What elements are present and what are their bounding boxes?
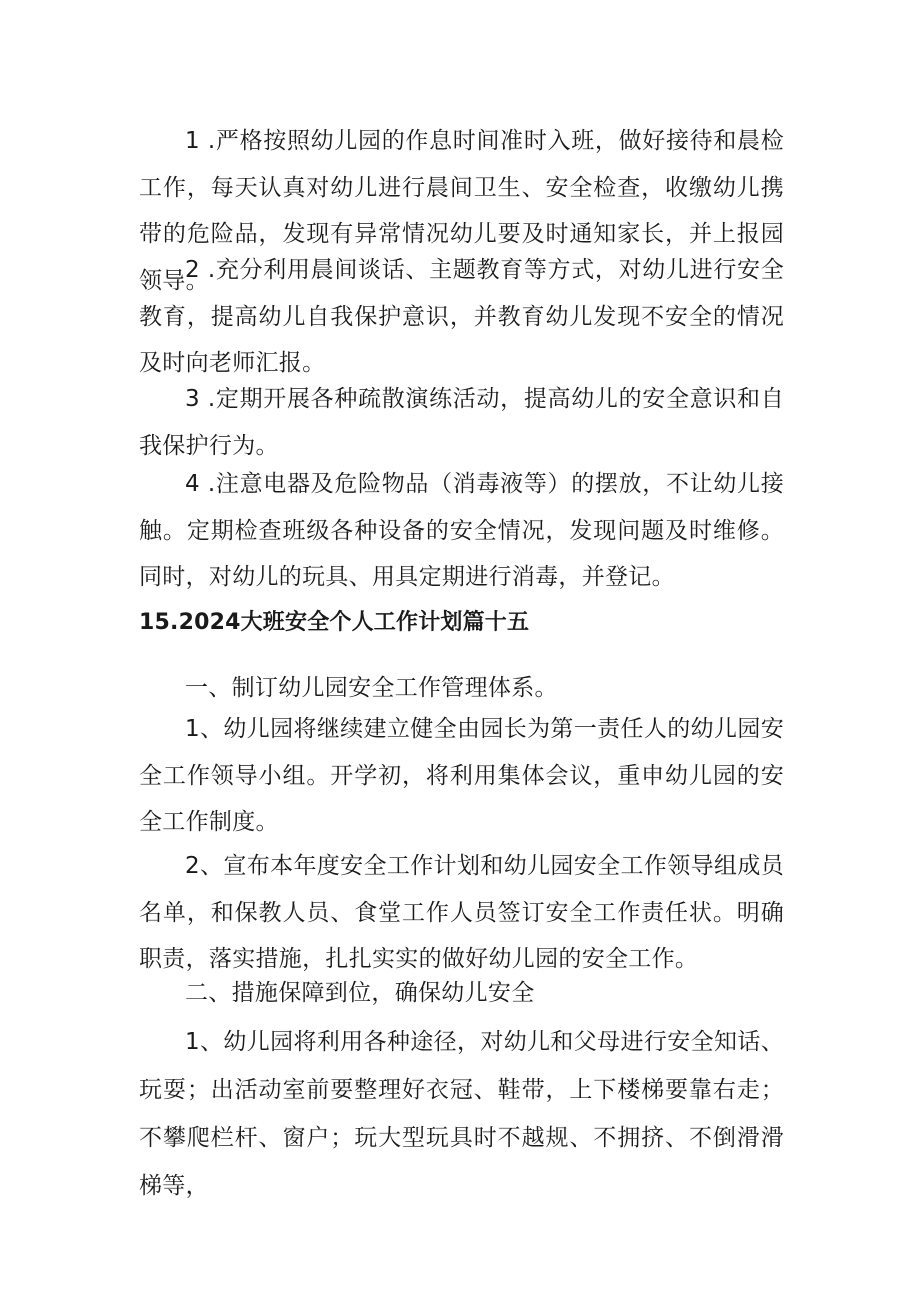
paragraph-safety-education: 2 .充分利用晨间谈话、主题教育等方式，对幼儿进行安全教育，提高幼儿自我保护意识，并教育幼儿发现不安全的情况及时向老师汇报。 — [139, 257, 784, 376]
paragraph-electrical-hazards: 4 .注意电器及危险物品（消毒液等）的摆放，不让幼儿接触。定期检查班级各种设备的安全情况，发现问题及时维修。同时，对幼儿的玩具、用具定期进行消毒，并登记。 — [139, 471, 784, 590]
paragraph-safety-guidance: 1、幼儿园将利用各种途径，对幼儿和父母进行安全知话、玩耍；出活动室前要整理好衣冠、鞋带，上下楼梯要靠右走；不攀爬栏杆、窗户；玩大型玩具时不越规、不拥挤、不倒滑滑梯等， — [139, 1029, 784, 1199]
paragraph-responsibility-plan: 2、宣布本年度安全工作计划和幼儿园安全工作领导组成员名单，和保教人员、食堂工作人员签订安全工作责任状。明确职责，落实措施，扎扎实实的做好幼儿园的安全工作。 — [139, 853, 784, 972]
paragraph-leadership-group: 1、幼儿园将继续建立健全由园长为第一责任人的幼儿园安全工作领导小组。开学初，将利用集体会议，重申幼儿园的安全工作制度。 — [139, 716, 784, 835]
section-heading: 15.2024大班安全个人工作计划篇十五 — [139, 610, 530, 635]
subheading-safety-measures: 二、措施保障到位，确保幼儿安全 — [185, 980, 535, 1006]
paragraph-evacuation-drills: 3 .定期开展各种疏散演练活动，提高幼儿的安全意识和自我保护行为。 — [139, 386, 784, 459]
paragraph-morning-check: 1 .严格按照幼儿园的作息时间准时入班，做好接待和晨检工作，每天认真对幼儿进行晨间卫生、安全检查，收缴幼儿携带的危险品，发现有异常情况幼儿要及时通知家长，并上报园领导。 — [139, 128, 784, 294]
subheading-management-system: 一、制订幼儿园安全工作管理体系。 — [185, 675, 558, 701]
